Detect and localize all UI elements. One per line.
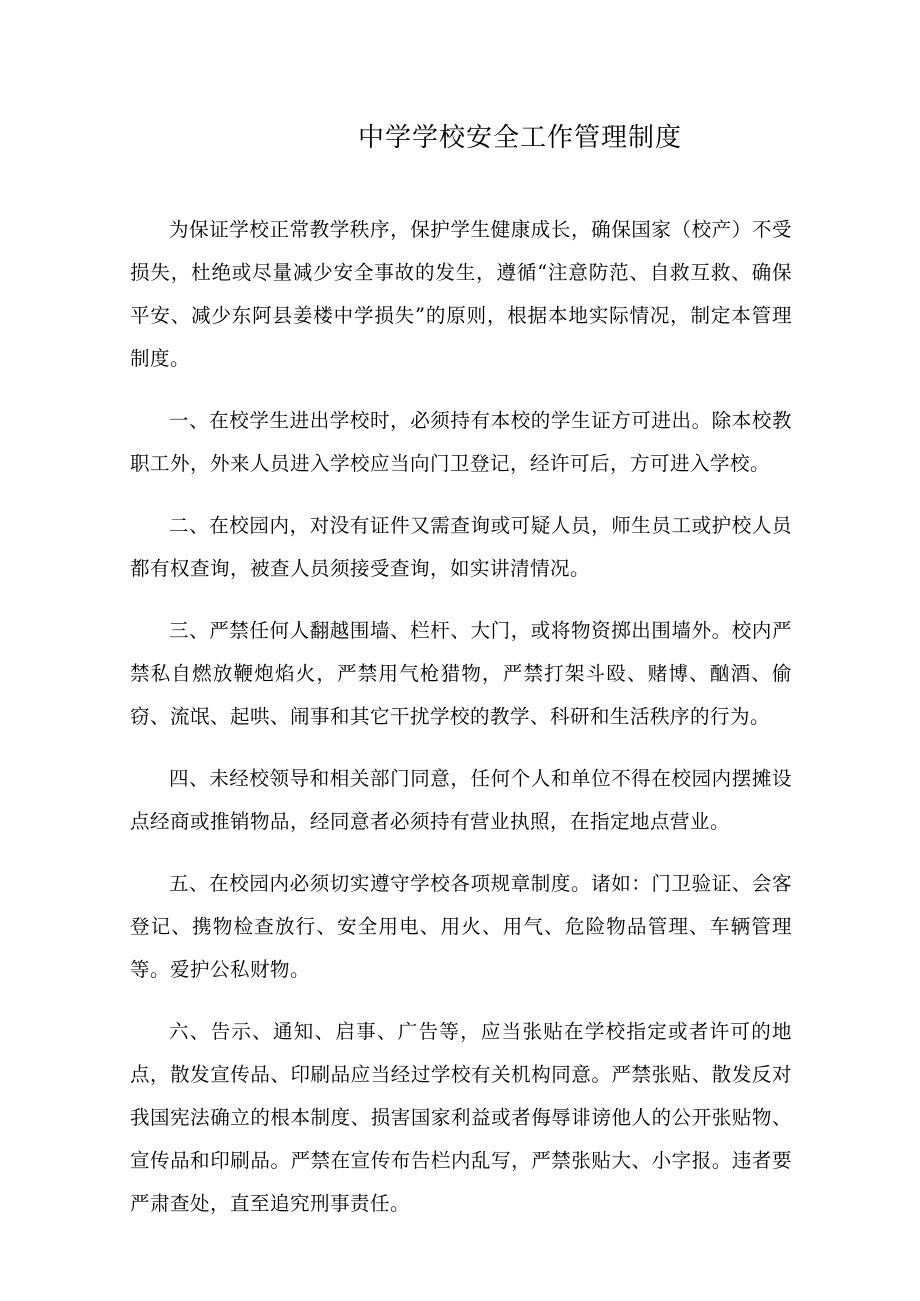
document-title: 中学学校安全工作管理制度 [357, 123, 682, 153]
paragraph-rule-4: 四、未经校领导和相关部门同意，任何个人和单位不得在校园内摆摊设点经商或推销物品，经同意者必须持有营业执照，在指定地点营业。 [130, 767, 792, 833]
paragraph-rule-5: 五、在校园内必须切实遵守学校各项规章制度。诸如：门卫验证、会客登记、携物检查放行、安全用电、用火、用气、危险物品管理、车辆管理等。爱护公私财物。 [130, 872, 792, 981]
paragraph-rule-6: 六、告示、通知、启事、广告等，应当张贴在学校指定或者许可的地点，散发宣传品、印刷品应当经过学校有关机构同意。严禁张贴、散发反对我国宪法确立的根本制度、损害国家利益或者侮辱诽谤他人的公开张贴物、宣传品和印刷品。严禁在宣传布告栏内乱写，严禁张贴大、小字报。违者要严肃查处，直至追究刑事责任。 [130, 1020, 792, 1215]
paragraph-intro: 为保证学校正常教学秩序，保护学生健康成长，确保国家（校产）不受损失，杜绝或尽量减少安全事故的发生，遵循“注意防范、自救互救、确保平安、减少东阿县姜楼中学损失”的原则，根据本地实际情况，制定本管理制度。 [130, 218, 792, 370]
paragraph-rule-3: 三、严禁任何人翻越围墙、栏杆、大门，或将物资掷出围墙外。校内严禁私自燃放鞭炮焰火，严禁用气枪猎物，严禁打架斗殴、赌博、酗酒、偷窃、流氓、起哄、闹事和其它干扰学校的教学、科研和生活秩序的行为。 [130, 619, 792, 728]
paragraph-rule-1: 一、在校学生进出学校时，必须持有本校的学生证方可进出。除本校教职工外，外来人员进入学校应当向门卫登记，经许可后，方可进入学校。 [130, 409, 792, 475]
paragraph-rule-2: 二、在校园内，对没有证件又需查询或可疑人员，师生员工或护校人员都有权查询，被查人员须接受查询，如实讲清情况。 [130, 514, 792, 580]
document-body [130, 208, 792, 1244]
